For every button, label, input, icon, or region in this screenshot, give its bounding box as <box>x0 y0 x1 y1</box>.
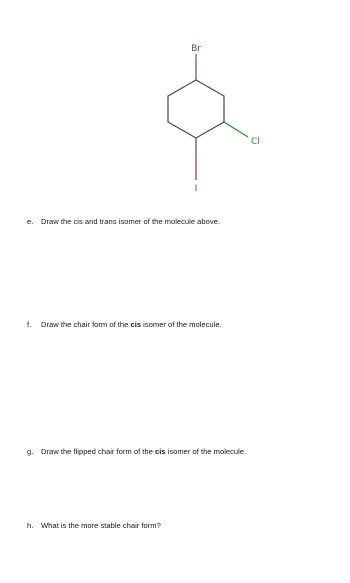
question-f <box>27 320 222 330</box>
question-g-letter: g. <box>27 447 34 456</box>
iodine-label: I <box>194 184 198 194</box>
question-g <box>27 447 246 457</box>
question-g-text-post: isomer of the molecule. <box>165 447 247 456</box>
question-g-text-bold: cis <box>154 447 166 456</box>
question-h-letter: h. <box>27 521 34 530</box>
chlorine-bond <box>224 122 248 137</box>
question-e-text: Draw the cis and trans isomer of the molecule above. <box>41 217 220 226</box>
cyclohexane-ring <box>168 80 224 138</box>
question-g-text-pre: Draw the flipped chair form of the <box>41 447 155 456</box>
question-h-text: What is the more stable chair form? <box>41 521 161 530</box>
question-h <box>27 521 161 531</box>
question-f-text-post: isomer of the molecule. <box>141 320 222 329</box>
question-f-text-bold: cis <box>130 320 142 329</box>
molecule-structure <box>0 0 350 200</box>
question-e <box>27 217 220 227</box>
question-f-text-pre: Draw the chair form of the <box>41 320 131 329</box>
bromine-label: Br <box>191 44 201 54</box>
question-e-letter: e. <box>27 217 34 226</box>
chlorine-label: Cl <box>251 137 260 147</box>
question-f-letter: f. <box>27 320 32 329</box>
